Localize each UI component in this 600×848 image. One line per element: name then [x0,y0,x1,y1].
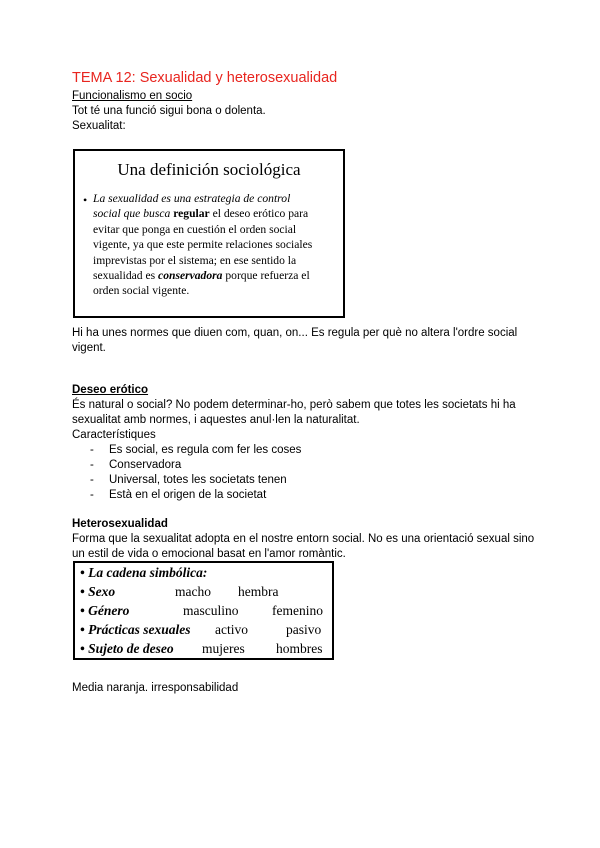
page-title: TEMA 12: Sexualidad y heterosexualidad [72,70,338,86]
figure-line: La sexualidad es una estrategia de control [93,192,291,205]
definition-figure [73,149,345,318]
figure-line: social que busca regular el deseo erótico para [93,207,309,221]
figure-line: sexualidad es conservadora porque refuerza el [93,269,310,283]
list-item: - Universal, totes les societats tenen [90,474,287,486]
figure-heading: Una definición sociológica [117,160,301,179]
figure-row: • La cadena simbólica: [80,565,208,580]
section-heading-hetero: Heterosexualidad [72,518,168,530]
figure-row: • Género masculino femenino [80,603,323,618]
section-heading-deseo: Deseo erótico [72,384,149,396]
symbolic-chain-figure [73,561,334,660]
figure-line: imprevistas por el sistema; en ese sentido la [93,253,297,267]
figure-row: • Sexo macho hembra [80,584,279,599]
figure-line: orden social vigente. [93,284,190,298]
figure-row: • Sujeto de deseo mujeres hombres [80,641,323,656]
list-item: - Es social, es regula com fer les coses [90,444,302,456]
paragraph-line: Hi ha unes normes que diuen com, quan, on... Es regula per què no altera l'ordre social [72,327,518,339]
list-item: - Conservadora [90,459,182,471]
paragraph-line: Tot té una funció sigui bona o dolenta. [72,105,266,117]
paragraph-line: Característiques [72,429,156,441]
figure-line: vigente, ya que este permite relaciones sociales [93,238,313,252]
paragraph-line: sexualitat amb normes, i aquestes anul·len la naturalitat. [72,414,360,426]
bullet-icon: • [83,193,88,207]
figure-text [93,191,312,299]
paragraph-line: un estil de vida o emocional basat en l'amor romàntic. [72,548,346,560]
list-item: - Està en el origen de la societat [90,489,267,501]
paragraph-line: És natural o social? No podem determinar-ho, però sabem que totes les societats hi ha [72,399,516,411]
figure-row: • Prácticas sexuales activo pasivo [80,622,322,637]
paragraph-line: Forma que la sexualitat adopta en el nostre entorn social. No es una orientació sexual sino [72,533,535,545]
figure-line: evitar que ponga en cuestión el orden social [93,222,297,236]
paragraph-line: vigent. [72,342,106,354]
section-heading-funcionalismo: Funcionalismo en socio [72,90,193,102]
paragraph-line: Sexualitat: [72,120,126,132]
characteristics-list [90,443,301,503]
paragraph-line: Media naranja. irresponsabilidad [72,682,239,694]
